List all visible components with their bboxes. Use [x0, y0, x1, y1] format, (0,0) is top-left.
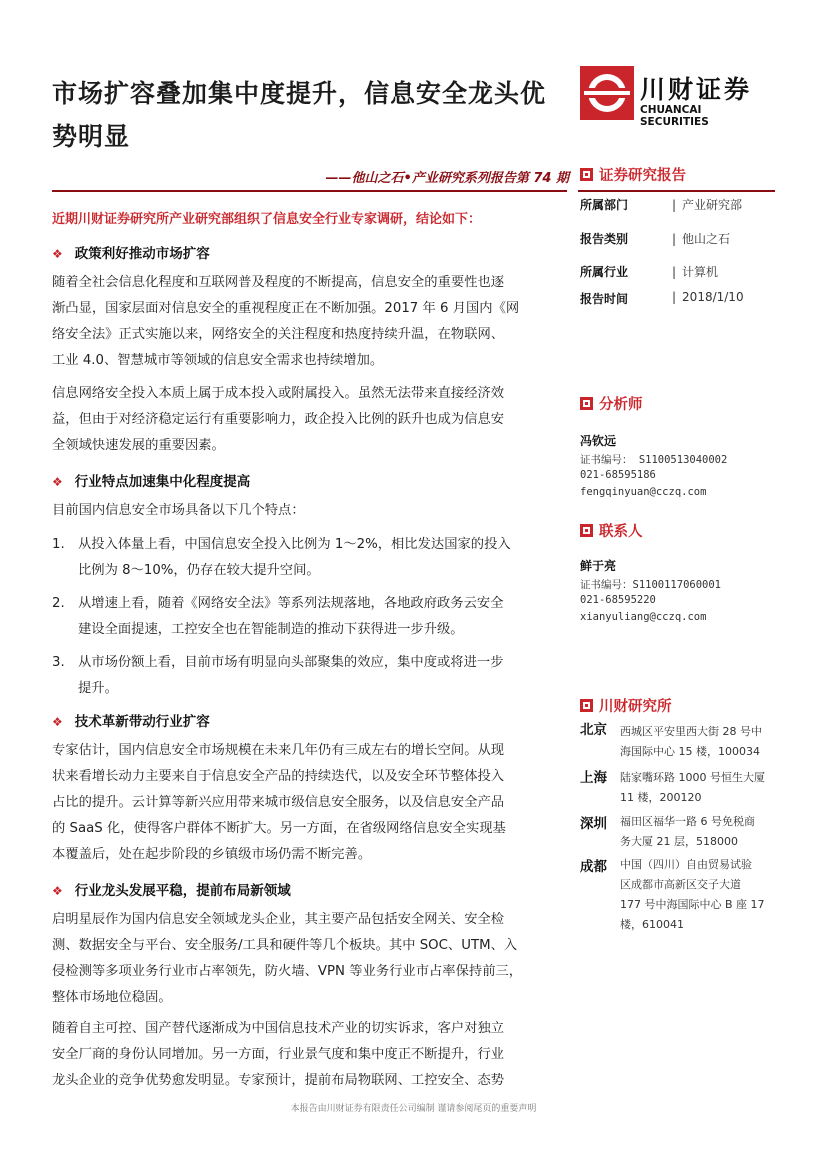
square-bullet-icon: [580, 699, 593, 712]
section-heading-concentration: ❖ 行业特点加速集中化程度提高: [52, 474, 251, 490]
section-heading-policy: ❖ 政策利好推动市场扩容: [52, 246, 210, 262]
report-title: [52, 72, 572, 158]
meta-row-category: 报告类别 | 他山之石: [580, 230, 775, 248]
paragraph: 启明星辰作为国内信息安全领域龙头企业，其主要产品包括安全网关、安全检 测、数据安全与平台、安全服务/工具和硬件等几个板块。其中 SOC、UTM、入 侵检测等多项业务行业市占率领先，防火墙、VPN 等业务行业市占率保持前三， 整体市场地位稳固。: [52, 912, 523, 1005]
office-address-chengdu: 中国（四川）自由贸易试验 区成都市高新区交子大道 177 号中海国际中心 B 座 17 楼，610041: [620, 858, 765, 931]
section-heading-technology: ❖ 技术革新带动行业扩容: [52, 714, 210, 730]
contact-phone: 021-68595220: [580, 594, 656, 606]
institute-heading: 川财研究所: [580, 695, 672, 716]
analyst-heading: 分析师: [580, 393, 643, 414]
analyst-phone: 021-68595186: [580, 469, 656, 481]
diamond-bullet-icon: ❖: [52, 247, 63, 261]
office-city-shanghai: 上海: [580, 770, 607, 786]
office-city-shenzhen: 深圳: [580, 816, 607, 832]
office-city-chengdu: 成都: [580, 859, 607, 875]
paragraph: 随着自主可控、国产替代逐渐成为中国信息技术产业的切实诉求，客户对独立 安全厂商的身份认同增加。另一方面，行业景气度和集中度正不断提升，行业 龙头企业的竞争优势愈发明显。专家预计，提前布局物联网、工控安全、态势: [52, 1021, 505, 1088]
office-address-beijing: 西城区平安里西大街 28 号中 海国际中心 15 楼，100034: [620, 725, 762, 758]
meta-row-date: 报告时间 | 2018/1/10: [580, 290, 775, 308]
paragraph: 随着全社会信息化程度和互联网普及程度的不断提高，信息安全的重要性也逐 渐凸显，国家层面对信息安全的重视程度正在不断加强。2017 年 6 月国内《网 络安全法》正式实施以来，网络安全的关注程度和热度持续升温，在物联网、 工业 4.0、智慧城市等领域的信息安全需求也持续增加。: [52, 275, 520, 368]
contact-email[interactable]: xianyuliang@cczq.com: [580, 611, 707, 623]
intro-conclusion: 近期川财证券研究所产业研究部组织了信息安全行业专家调研，结论如下：: [52, 212, 482, 227]
report-type-heading: 证券研究报告: [580, 164, 686, 185]
title-divider: [52, 190, 567, 192]
company-name-en: CHUANCAI SECURITIES: [640, 104, 709, 128]
square-bullet-icon: [580, 168, 593, 181]
report-subtitle: ——他山之石•产业研究系列报告第 74 期: [325, 171, 569, 186]
chuancai-logo-icon: [580, 66, 634, 120]
square-bullet-icon: [580, 524, 593, 537]
list-item: 2. 从增速上看，随着《网络安全法》等系列法规落地，各地政府政务云安全 建设全面提速，工控安全也在智能制造的推动下获得进一步升级。: [52, 596, 504, 637]
list-item: 1. 从投入体量上看，中国信息安全投入比例为 1～2%，相比发达国家的投入 比例为 8～10%，仍存在较大提升空间。: [52, 537, 511, 578]
office-city-beijing: 北京: [580, 722, 607, 738]
section-heading-leaders: ❖ 行业龙头发展平稳，提前布局新领域: [52, 883, 291, 899]
sidebar-divider: [578, 190, 775, 192]
contact-cert: 证书编号：S1100117060001: [580, 579, 722, 591]
diamond-bullet-icon: ❖: [52, 715, 63, 729]
office-address-shenzhen: 福田区福华一路 6 号免税商 务大厦 21 层，518000: [620, 815, 755, 848]
company-logo: [580, 66, 770, 128]
contact-heading: 联系人: [580, 520, 643, 541]
report-title-line-1: 市场扩容叠加集中度提升，信息安全龙头优: [52, 79, 547, 108]
paragraph: 专家估计，国内信息安全市场规模在未来几年仍有三成左右的增长空间。从现 状来看增长动力主要来自于信息安全产品的持续迭代，以及安全环节整体投入 占比的提升。云计算等新兴应用带来城市级信息安全服务，以及信息安全产品 的 SaaS 化，使得客户群体不断扩大。另一方面，在省级网络信息安全实现基 本覆盖后，处在起步阶段的乡镇级市场仍需不断完善。: [52, 743, 506, 862]
paragraph: 信息网络安全投入本质上属于成本投入或附属投入。虽然无法带来直接经济效 益，但由于对经济稳定运行有重要影响力，政企投入比例的跃升也成为信息安 全领域快速发展的重要因素。: [52, 386, 505, 453]
diamond-bullet-icon: ❖: [52, 884, 63, 898]
meta-row-industry: 所属行业 | 计算机: [580, 263, 775, 281]
diamond-bullet-icon: ❖: [52, 475, 63, 489]
report-title-line-2: 势明显: [52, 122, 131, 151]
analyst-cert: 证书编号： S1100513040002: [580, 454, 728, 466]
office-address-shanghai: 陆家嘴环路 1000 号恒生大厦 11 楼，200120: [620, 771, 765, 804]
meta-row-department: 所属部门 | 产业研究部: [580, 196, 775, 214]
analyst-email[interactable]: fengqinyuan@cczq.com: [580, 486, 707, 498]
list-lead: 目前国内信息安全市场具备以下几个特点：: [52, 503, 305, 518]
square-bullet-icon: [580, 397, 593, 410]
page-footer-disclaimer: 本报告由川财证券有限责任公司编制 谨请参阅尾页的重要声明: [290, 1104, 537, 1114]
company-name-cn: 川财证券: [640, 75, 753, 104]
analyst-name: 冯钦远: [580, 434, 617, 448]
list-item: 3. 从市场份额上看，目前市场有明显向头部聚集的效应，集中度或将进一步 提升。: [52, 655, 504, 696]
contact-name: 鲜于亮: [580, 559, 617, 573]
